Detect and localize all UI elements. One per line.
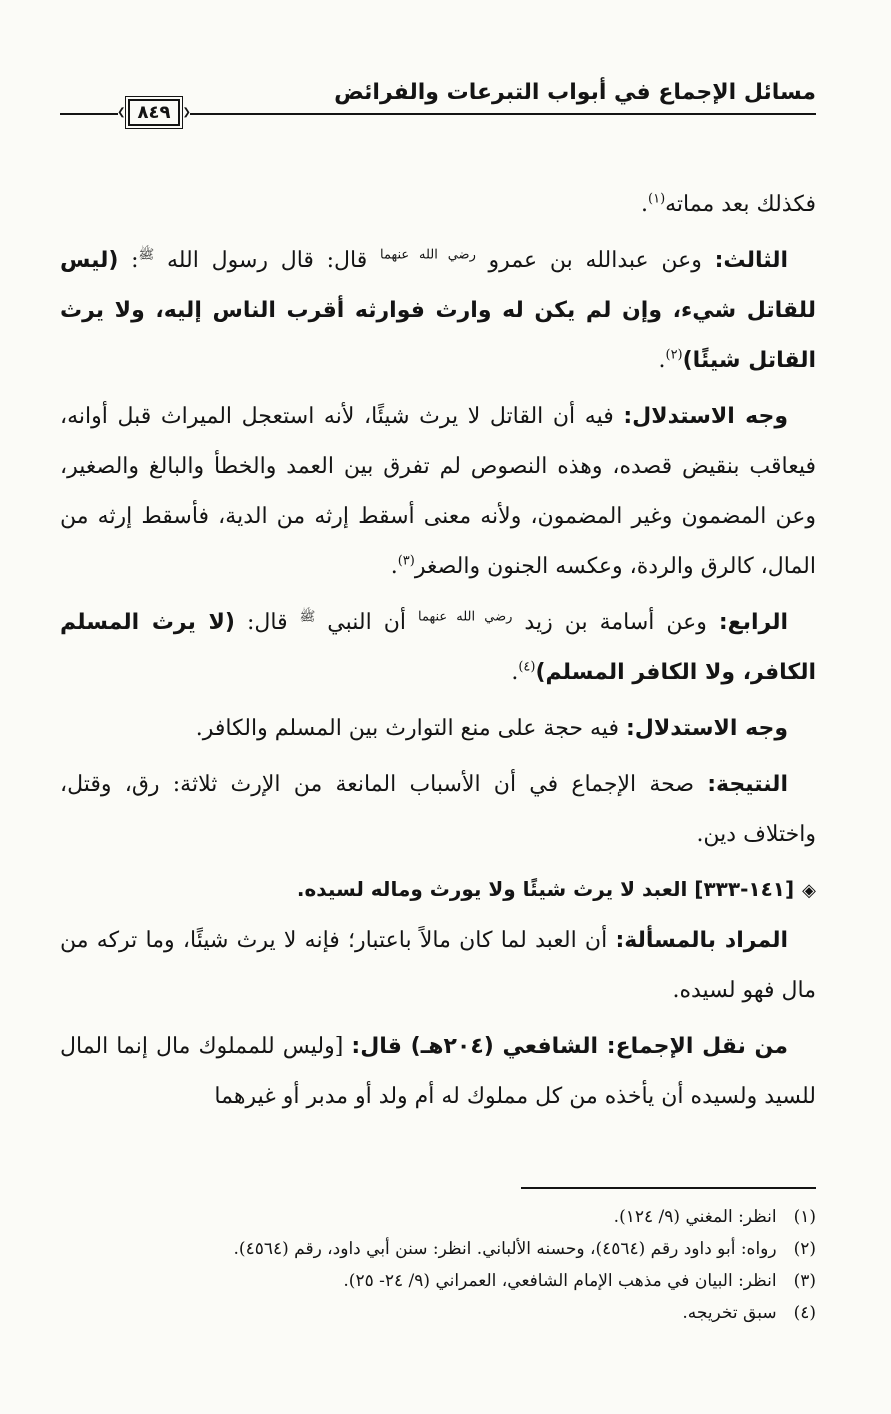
paragraph: فكذلك بعد مماته$^{(١)}$.: [641, 191, 816, 217]
footnote-rule: [521, 1187, 816, 1189]
footnote: [60, 1234, 816, 1264]
diamond-icon: ◈: [802, 880, 816, 901]
honorific: ﷺ: [299, 609, 316, 625]
running-header: [60, 62, 816, 123]
text: وعن أسامة بن زيد: [512, 610, 719, 635]
issue-title: [١٤١-٣٣٣] العبد لا يرث شيئًا ولا يورث وماله لسيده.: [296, 877, 795, 901]
text: صحة الإجماع في أن الأسباب المانعة من الإرث ثلاثة: رق، وقتل، واختلاف دين.: [60, 772, 816, 847]
ornament-icon: ❯: [117, 106, 126, 118]
honorific: رضي الله عنهما: [379, 247, 476, 263]
paragraph: [60, 704, 816, 754]
text: :: [118, 248, 139, 273]
text: فكذلك بعد مماته: [665, 192, 816, 217]
hadith-quote: (ليس للقاتل شيء، وإن لم يكن له وارث فوارثه أقرب الناس إليه، ولا يرث القاتل شيئًا): [60, 248, 816, 373]
paragraph: الرابع: وعن أسامة بن زيد $^{رضي الله عنهما}$ أن النبي $^ﷺ$ قال: (لا يرث المسلم الكافر، ولا الكافر المسلم)$^{(٤)}$.: [60, 609, 816, 685]
text: وعن عبدالله بن عمرو: [475, 248, 715, 273]
text: فيه حجة على منع التوارث بين المسلم والكافر.: [195, 716, 626, 741]
text: قال: قال رسول الله: [154, 248, 380, 273]
footnote: [60, 1298, 816, 1328]
paragraph: [60, 916, 816, 1016]
text: أن النبي: [315, 610, 418, 635]
paragraph-lead: من نقل الإجماع: الشافعي (٢٠٤هـ) قال:: [351, 1034, 788, 1059]
footnote-text: سبق تخريجه.: [682, 1303, 777, 1323]
paragraph: [60, 760, 816, 860]
main-text: [60, 180, 816, 1122]
honorific: رضي الله عنهما: [418, 609, 513, 625]
footnote-ref: (٣): [397, 553, 415, 569]
footnote-number: (١): [793, 1207, 816, 1227]
footnote-ref: (١): [648, 191, 666, 207]
ornament-icon: ❮: [182, 106, 191, 118]
footnote: [60, 1202, 816, 1232]
footnotes: [60, 1202, 816, 1330]
paragraph: وجه الاستدلال: فيه أن القاتل لا يرث شيئًا، لأنه استعجل الميراث قبل أوانه، فيعاقب بنقيض قصده، وهذه النصوص لم تفرق بين العمد والخطأ والبالغ والصغير، وعن المضمون وغير المضمون، ولأنه معنى أسقط إرثه من الدية، فأسقط إرثه من المال، كالرق والردة، وعكسه الجنون والصغر$^{(٣)}$.: [60, 404, 816, 579]
footnote-number: (٢): [793, 1239, 816, 1259]
footnote-number: (٣): [793, 1271, 816, 1291]
footnote-text: انظر: المغني (٩/ ١٢٤).: [613, 1207, 777, 1227]
paragraph-lead: النتيجة:: [707, 772, 788, 797]
footnote-ref: (٢): [665, 347, 683, 363]
paragraph-lead: وجه الاستدلال:: [623, 404, 788, 429]
text: أن العبد لما كان مالاً باعتبار؛ فإنه لا يرث شيئًا، وما تركه من مال فهو لسيده.: [60, 928, 816, 1003]
text: قال:: [234, 610, 300, 635]
text: فيه أن القاتل لا يرث شيئًا، لأنه استعجل الميراث قبل أوانه، فيعاقب بنقيض قصده، وهذه النصوص لم تفرق بين العمد والخطأ والبالغ والصغير، وعن المضمون وغير المضمون، ولأنه معنى أسقط إرثه من الدية، فأسقط إرثه من المال، كالرق والردة، وعكسه الجنون والصغر: [60, 404, 816, 579]
footnote-number: (٤): [793, 1303, 816, 1323]
header-title: مسائل الإجماع في أبواب التبرعات والفرائض: [334, 80, 816, 105]
paragraph-lead: الرابع:: [718, 610, 788, 635]
footnote-ref: (٤): [518, 659, 536, 675]
page-number-badge: [118, 92, 190, 132]
issue-heading: [60, 866, 816, 914]
footnote: [60, 1266, 816, 1296]
footnote-text: رواه: أبو داود رقم (٤٥٦٤)، وحسنه الألباني. انظر: سنن أبي داود، رقم (٤٥٦٤).: [233, 1239, 777, 1259]
paragraph-lead: المراد بالمسألة:: [615, 928, 788, 953]
paragraph-lead: الثالث:: [714, 248, 789, 273]
paragraph: [60, 1022, 816, 1122]
text: [وليس للمملوك مال إنما المال للسيد ولسيده أن يأخذه من كل مملوك له أم ولد أو مدبر أو غيرهما: [60, 1034, 816, 1109]
honorific: ﷺ: [138, 247, 155, 263]
paragraph-lead: وجه الاستدلال:: [625, 716, 788, 741]
paragraph: الثالث: وعن عبدالله بن عمرو $^{رضي الله عنهما}$ قال: قال رسول الله $^ﷺ$: (ليس للقاتل شيء، وإن لم يكن له وارث فوارثه أقرب الناس إليه، ولا يرث القاتل شيئًا)$^{(٢)}$.: [60, 247, 816, 373]
footnote-text: انظر: البيان في مذهب الإمام الشافعي، العمراني (٩/ ٢٤- ٢٥).: [343, 1271, 777, 1291]
hadith-quote: (لا يرث المسلم الكافر، ولا الكافر المسلم): [60, 610, 816, 685]
book-page: [60, 62, 816, 1323]
page-number: ٨٤٩: [128, 99, 181, 126]
